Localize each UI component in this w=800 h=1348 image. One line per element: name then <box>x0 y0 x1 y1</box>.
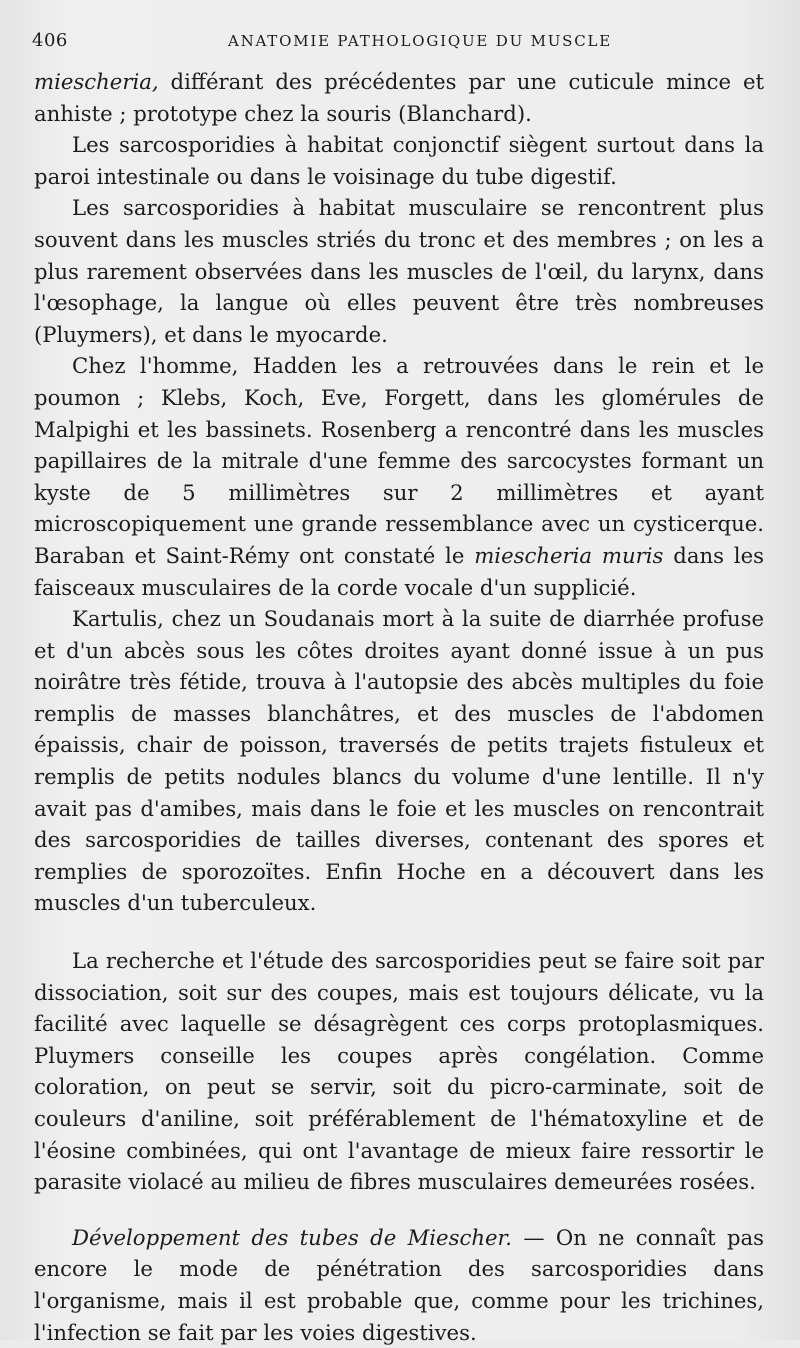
paragraph-habitat-musculaire: Les sarcosporidies à habitat musculaire se rencontrent plus souvent dans les muscles striés du tronc et des membres ; on les a plus rarement observées dans les muscles de l'œil, du larynx, dans l'œsophage, la langue où elles peuvent être très nombreuses (Pluymers), et dans le myocarde. <box>34 195 764 347</box>
paragraph-text: différant des précédentes par une cuticule mince et anhiste ; prototype chez la souris (Blanchard). <box>34 69 764 126</box>
paragraph-habitat-conjonctif: Les sarcosporidies à habitat conjonctif siègent surtout dans la paroi intestinale ou dans le voisinage du tube digestif. <box>34 132 764 189</box>
text-block-developpement <box>34 1222 764 1348</box>
page-body <box>34 66 764 1348</box>
paragraph-kartulis: Kartulis, chez un Soudanais mort à la suite de diarrhée profuse et d'un abcès sous les côtes droites ayant donné issue à un pus noirâtre très fétide, trouva à l'autopsie des abcès multiples du foie remplis de masses blanchâtres, et des muscles de l'abdomen épaissis, chair de poisson, traversés de petits trajets fistuleux et remplis de petits nodules blancs du volume d'une lentille. Il n'y avait pas d'amibes, mais dans le foie et les muscles on rencontrait des sarcosporidies de tailles diverses, contenant des spores et remplies de sporozoïtes. Enfin Hoche en a découvert dans les muscles d'un tuberculeux. <box>34 606 764 916</box>
section-heading: Développement des tubes de Miescher. <box>72 1224 513 1250</box>
paragraph-miescheria-continued <box>34 66 764 129</box>
running-title: ANATOMIE PATHOLOGIQUE DU MUSCLE <box>227 32 613 50</box>
paragraph-text: dans les faisceaux musculaires de la corde vocale d'un supplicié. <box>34 542 764 600</box>
page-number: 406 <box>32 30 68 51</box>
paragraph-text: — On ne connaît pas encore le mode de pénétration des sarcosporidies dans l'organisme, mais il est probable que, comme pour les trichines, l'infection se fait par les voies digestives. <box>34 1224 765 1345</box>
paragraph-text: Chez l'homme, Hadden les a retrouvées dans le rein et le poumon ; Klebs, Koch, Eve, Forgett, dans les glomérules de Malpighi et les bassinets. Rosenberg a rencontré dans les muscles papillaires de la mitrale d'une femme des sarcocystes formant un kyste de 5 millimètres sur 2 millimètres et ayant microscopiquement une grande ressemblance avec un cysticerque. Baraban et Saint-Rémy ont constaté le <box>34 353 764 568</box>
paragraph-recherche: La recherche et l'étude des sarcosporidies peut se faire soit par dissociation, soit sur des coupes, mais est toujours délicate, vu la facilité avec laquelle se désagrègent ces corps protoplasmiques. Pluymers conseille les coupes après congélation. Comme coloration, on peut se servir, soit du picro-carminate, soit de couleurs d'aniline, soit préférablement de l'hématoxyline et de l'éosine combinées, qui ont l'avantage de mieux faire ressortir le parasite violacé au milieu de fibres musculaires demeurées rosées. <box>34 948 764 1195</box>
paragraph-chez-homme <box>34 350 764 603</box>
paragraph-developpement <box>34 1222 764 1348</box>
term-miescheria: miescheria, <box>34 69 159 94</box>
term-miescheria-muris: miescheria muris <box>474 542 664 568</box>
text-block-recherche <box>34 945 764 1198</box>
page-header <box>32 30 768 56</box>
text-block-main <box>34 66 764 919</box>
